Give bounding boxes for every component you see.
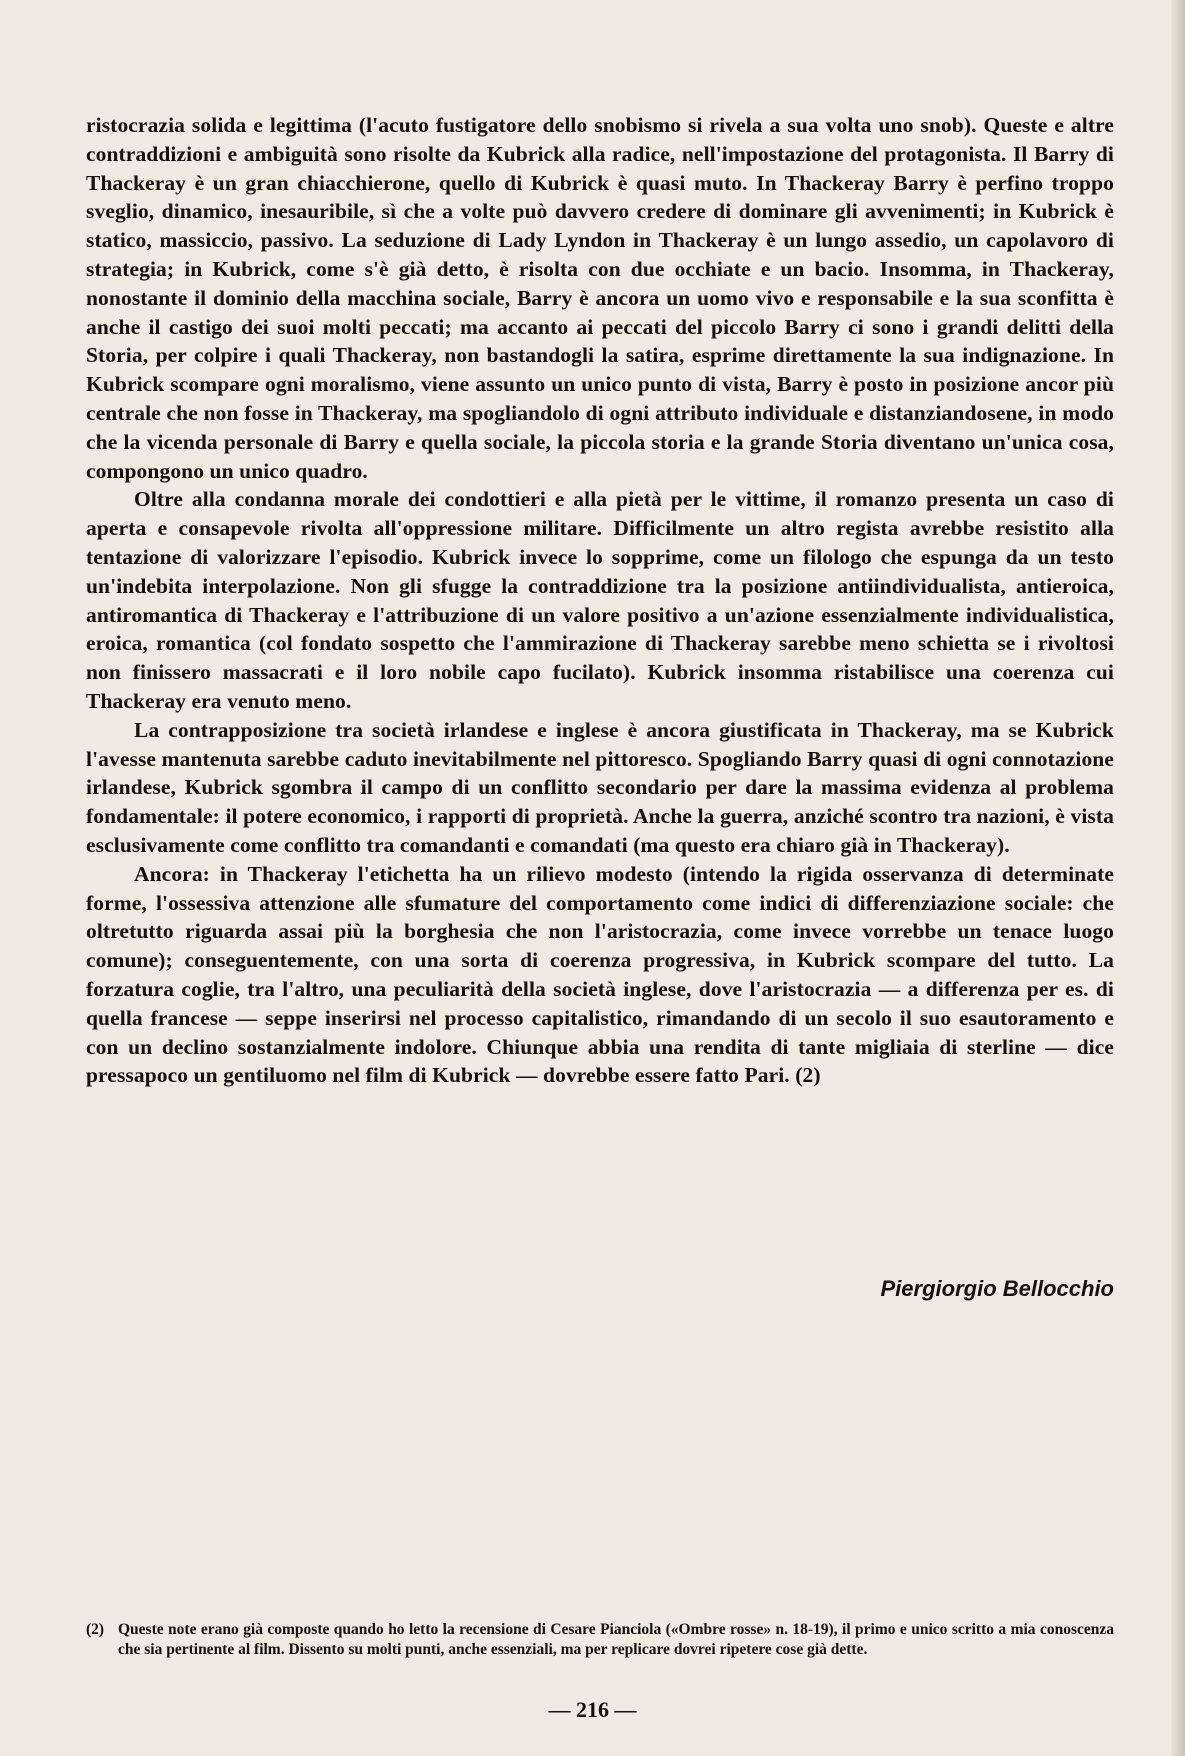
paragraph-3: La contrapposizione tra società irlandese e inglese è ancora giustificata in Thackeray, ma se Kubrick l'avesse mantenuta sarebbe caduto inevitabilmente nel pittoresco. Spogliando Barry quasi di ogni connotazione irlandese, Kubrick sgombra il campo di un conflitto secondario per dare la massima evidenza al problema fondamentale: il potere economico, i rapporti di proprietà. Anche la guerra, anziché scontro tra nazioni, è vista esclusivamente come conflitto tra comandanti e comandati (ma questo era chiaro già in Thackeray).	[86, 717, 1114, 857]
article-body	[86, 111, 1114, 1090]
paragraph-4: Ancora: in Thackeray l'etichetta ha un rilievo modesto (intendo la rigida osservanza di determinate forme, l'ossessiva attenzione alle sfumature del comportamento come indici di differenziazione sociale: che oltretutto riguarda assai più la borghesia che non l'aristocrazia, come invece vorrebbe un tenace luogo comune); conseguentemente, con una sorta di coerenza progressiva, in Kubrick scompare del tutto. La forzatura coglie, tra l'altro, una peculiarità della società inglese, dove l'aristocrazia — a differenza per es. di quella francese — seppe inserirsi nel processo capitalistico, rimandando di un secolo il suo esautoramento e con un declino sostanzialmente indolore. Chiunque abbia una rendita di tante migliaia di sterline — dice pressapoco un gentiluomo nel film di Kubrick — dovrebbe essere fatto Pari. (2)	[86, 861, 1114, 1088]
paragraph-2: Oltre alla condanna morale dei condottieri e alla pietà per le vittime, il romanzo presenta un caso di aperta e consapevole rivolta all'oppressione militare. Difficilmente un altro regista avrebbe resistito alla tentazione di valorizzare l'episodio. Kubrick invece lo sopprime, come un filologo che espunga da un testo un'indebita interpolazione. Non gli sfugge la contraddizione tra la posizione antiindividualista, antieroica, antiromantica di Thackeray e l'attribuzione di un valore positivo a un'azione essenzialmente individualistica, eroica, romantica (col fondato sospetto che l'ammirazione di Thackeray sarebbe meno schietta se i rivoltosi non finissero massacrati e il loro nobile capo fucilato). Kubrick insomma ristabilisce una coerenza cui Thackeray era venuto meno.	[86, 487, 1114, 713]
page-edge-shadow	[1171, 0, 1185, 1756]
page-number: — 216 —	[548, 1697, 637, 1722]
footnote-text: Queste note erano già composte quando ho letto la recensione di Cesare Pianciola («Ombre rosse» n. 18-19), il primo e unico scritto a mia conoscenza che sia pertinente al film. Dissento su molti punti, anche essenziali, ma per replicare dovrei ripetere cose già dette.	[118, 1621, 1114, 1658]
paragraph-1: ristocrazia solida e legittima (l'acuto fustigatore dello snobismo si rivela a sua volta uno snob). Queste e altre contraddizioni e ambiguità sono risolte da Kubrick alla radice, nell'impostazione del protagonista. Il Barry di Thackeray è un gran chiacchierone, quello di Kubrick è quasi muto. In Thackeray Barry è perfino troppo sveglio, dinamico, inesauribile, sì che a volte può davvero credere di dominare gli avvenimenti; in Kubrick è statico, massiccio, passivo. La seduzione di Lady Lyndon in Thackeray è un lungo assedio, un capolavoro di strategia; in Kubrick, come s'è già detto, è risolta con due occhiate e un bacio. Insomma, in Thackeray, nonostante il dominio della macchina sociale, Barry è ancora un uomo vivo e responsabile e la sua sconfitta è anche il castigo dei suoi molti peccati; ma accanto ai peccati del piccolo Barry ci sono i grandi delitti della Storia, per colpire i quali Thackeray, non bastandogli la satira, esprime direttamente la sua indignazione. In Kubrick scompare ogni moralismo, viene assunto un unico punto di vista, Barry è posto in posizione ancor più centrale che non fosse in Thackeray, ma spogliandolo di ogni attributo individuale e distanziandosene, in modo che la vicenda personale di Barry e quella sociale, la piccola storia e la grande Storia diventano un'unica cosa, compongono un unico quadro.	[86, 113, 1114, 483]
footnote-marker: (2)	[86, 1621, 105, 1638]
author-signature: Piergiorgio Bellocchio	[880, 1276, 1114, 1301]
footnote	[86, 1620, 1114, 1660]
